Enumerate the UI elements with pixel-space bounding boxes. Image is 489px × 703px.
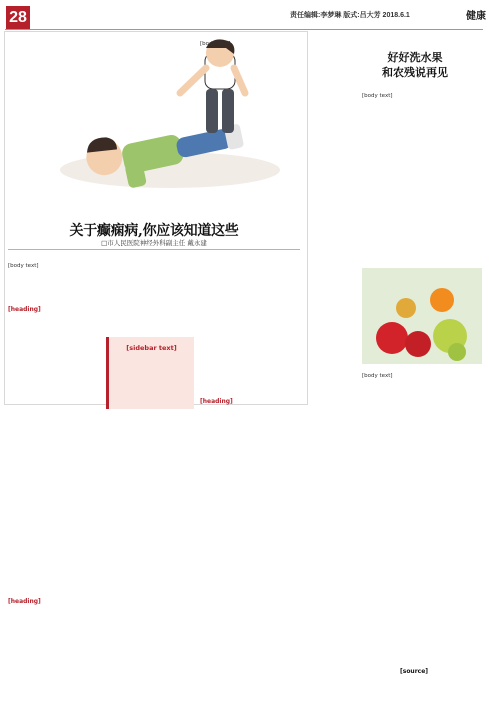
article-fruit-source: [source] xyxy=(400,668,429,675)
header-editor-info: 责任编辑:李梦琳 版式:吕大芳 2018.6.1 xyxy=(290,12,410,19)
article-epilepsy-author: □市人民医院神经外科副主任 戴永建 xyxy=(101,239,207,247)
article-epilepsy-col3: [body text] xyxy=(200,41,231,47)
article-fruit-text-cont: [body text] xyxy=(362,373,393,379)
page-number: 28 xyxy=(6,6,30,30)
section-heading-3: [heading] xyxy=(200,398,233,405)
section-heading-1: [heading] xyxy=(8,306,41,313)
article-fruit-text: [body text] xyxy=(362,93,393,99)
header-divider xyxy=(5,29,483,30)
article-fruit-title: 好好洗水果 和农残说再见 xyxy=(382,51,448,79)
section-title: 健康 xyxy=(466,11,486,22)
article-epilepsy-title: 关于癫痫病,你应该知道这些 xyxy=(69,223,239,239)
article-epilepsy-col1: [body text] xyxy=(8,263,39,269)
fruit-photo xyxy=(362,268,482,364)
section-heading-2: [heading] xyxy=(8,598,41,605)
sidebar-callout: [sidebar text] xyxy=(106,337,194,409)
